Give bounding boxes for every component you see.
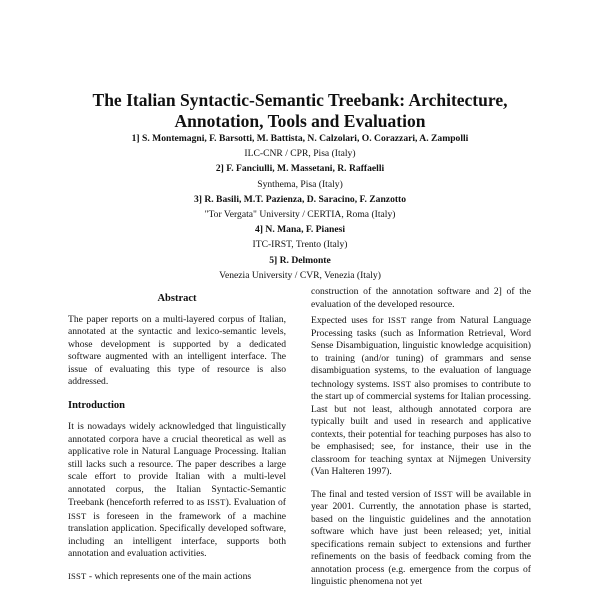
author-group-5-affiliation: Venezia University / CVR, Venezia (Italy) xyxy=(219,269,381,281)
author-group-3-names: 3] R. Basili, M.T. Pazienza, D. Saracino, F. Zanzotto xyxy=(193,193,407,205)
right-paragraph-2: Expected uses for ISST range from Natural Language Processing tasks (such as Information Retrieval, Word Sense Disambiguation, linguistic knowledge acquisition) to training (and/or tuning) of grammars and sense disambiguation systems, to the evaluation of language technology systems. ISST also promises to contribute to the start up of commercial systems for Italian processing. Last but not least, although annotated corpora are typically built and used in research and applicative contexts, their potential for teaching purposes has also to be emphasised; see, for instance, their use in the classroom for teaching syntax at Nijmegen University (Van Halteren 1997). xyxy=(311,315,531,477)
author-group-3-affiliation: "Tor Vergata" University / CERTIA, Roma (Italy) xyxy=(204,209,396,221)
abstract-text: The paper reports on a multi-layered corpus of Italian, annotated at the syntactic and lexico-semantic levels, whose development is supported by a dedicated software augmented with an intelligent interface. The issue of evaluating this type of resource is also addressed. xyxy=(68,313,286,387)
author-group-4-affiliation: ITC-IRST, Trento (Italy) xyxy=(252,239,348,251)
paper-title xyxy=(40,90,560,132)
introduction-paragraph-2: ISST - which represents one of the main actions xyxy=(68,570,252,582)
author-group-4-names: 4] N. Mana, F. Pianesi xyxy=(255,224,345,236)
author-group-2-names: 2] F. Fanciulli, M. Massetani, R. Raffaelli xyxy=(215,163,385,175)
author-group-5-names: 5] R. Delmonte xyxy=(269,254,331,266)
right-paragraph-1: construction of the annotation software and 2] of the evaluation of the developed resource. xyxy=(311,286,531,310)
author-block xyxy=(60,131,540,283)
author-group-1-affiliation: ILC-CNR / CPR, Pisa (Italy) xyxy=(244,148,356,160)
title-line-2: Annotation, Tools and Evaluation xyxy=(174,111,426,131)
author-group-1-names: 1] S. Montemagni, F. Barsotti, M. Battista, N. Calzolari, O. Corazzari, A. Zampolli xyxy=(131,133,469,144)
author-group-2-affiliation: Synthema, Pisa (Italy) xyxy=(257,178,343,190)
abstract-heading: Abstract xyxy=(157,293,197,304)
left-column xyxy=(68,286,286,583)
introduction-paragraph-1: It is nowadays widely acknowledged that linguistically annotated corpora have a crucial theoretical as well as applicative role in Natural Language Processing. Italian still lacks such a resource. The paper describes a large scale effort to provide Italian with a multi-level annotated corpus, the Italian Syntactic-Semantic Treebank (henceforth referred to as ISST). Evaluation of ISST is foreseen in the framework of a machine translation application. Specifically developed software, including an intelligent interface, supports both annotation and evaluation activities. xyxy=(68,421,286,559)
introduction-heading: Introduction xyxy=(68,399,125,411)
right-column xyxy=(311,286,531,589)
title-line-1: The Italian Syntactic-Semantic Treebank: Architecture, xyxy=(92,90,508,110)
right-paragraph-3: The final and tested version of ISST will be available in year 2001. Currently, the annotation phase is started, based on the linguistic guidelines and the annotation software which have just been released; yet, initial specifications remain subject to extensions and further refinements on the basis of feedback coming from the annotation process (e.g. emergence from the corpus of linguistic phenomena not yet xyxy=(311,488,531,587)
